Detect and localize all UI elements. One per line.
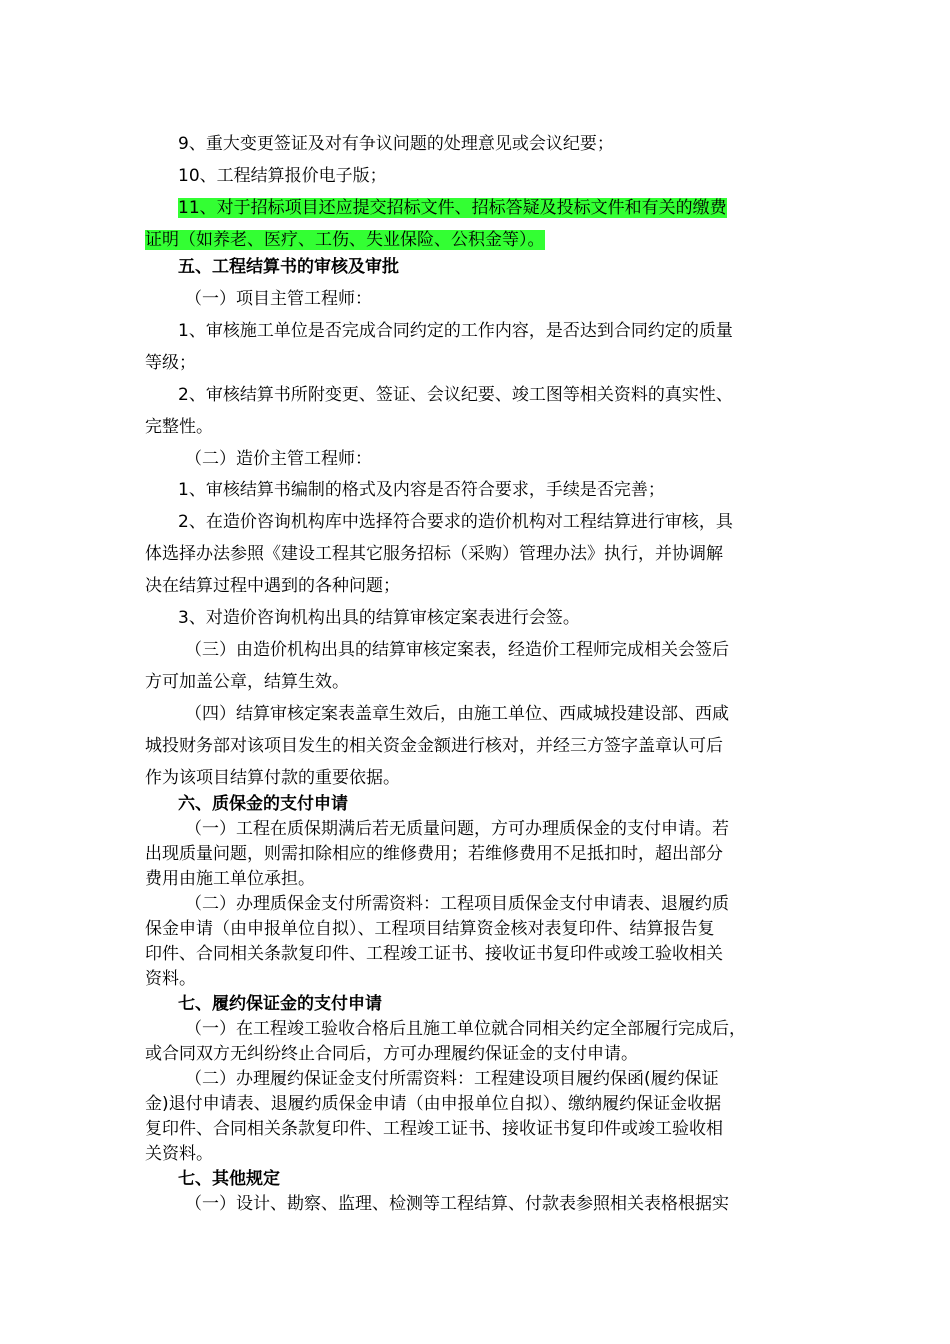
- text-line: （一）设计、勘察、监理、检测等工程结算、付款表参照相关表格根据实: [185, 1194, 729, 1214]
- text-line: 2、审核结算书所附变更、签证、会议纪要、竣工图等相关资料的真实性、: [178, 385, 733, 405]
- text-line: 1、审核施工单位是否完成合同约定的工作内容，是否达到合同约定的质量: [178, 321, 733, 341]
- text-line: 完整性。: [145, 417, 213, 437]
- highlighted-text-line: [145, 228, 815, 252]
- highlighted-text-line: [178, 196, 848, 220]
- text-line: 3、对造价咨询机构出具的结算审核定案表进行会签。: [178, 608, 580, 628]
- highlight: 证明（如养老、医疗、工伤、失业保险、公积金等）。: [145, 230, 545, 250]
- text-line: 复印件、合同相关条款复印件、工程竣工证书、接收证书复印件或竣工验收相: [145, 1119, 723, 1139]
- text-line: 10、工程结算报价电子版；: [178, 166, 387, 186]
- section-heading: 五、工程结算书的审核及审批: [178, 257, 399, 277]
- section-heading: 七、履约保证金的支付申请: [178, 994, 382, 1014]
- text-line: 关资料。: [145, 1144, 213, 1164]
- text-line: 保金申请（由申报单位自拟）、工程项目结算资金核对表复印件、结算报告复: [145, 919, 715, 939]
- text-line: 等级；: [145, 353, 196, 373]
- subsection-heading: （一）项目主管工程师：: [185, 289, 372, 309]
- text-line: 城投财务部对该项目发生的相关资金金额进行核对，并经三方签字盖章认可后: [145, 736, 723, 756]
- text-line: 体选择办法参照《建设工程其它服务招标（采购）管理办法》执行，并协调解: [145, 544, 723, 564]
- text-line: 印件、合同相关条款复印件、工程竣工证书、接收证书复印件或竣工验收相关: [145, 944, 723, 964]
- text-line: 或合同双方无纠纷终止合同后，方可办理履约保证金的支付申请。: [145, 1044, 638, 1064]
- text-line: （二）办理质保金支付所需资料：工程项目质保金支付申请表、退履约质: [185, 894, 729, 914]
- text-line: 决在结算过程中遇到的各种问题；: [145, 576, 400, 596]
- text-line: 1、审核结算书编制的格式及内容是否符合要求，手续是否完善；: [178, 480, 665, 500]
- text-line: 9、重大变更签证及对有争议问题的处理意见或会议纪要；: [178, 134, 614, 154]
- text-line: 方可加盖公章，结算生效。: [145, 672, 349, 692]
- text-line: （二）办理履约保证金支付所需资料：工程建设项目履约保函(履约保证: [185, 1069, 719, 1089]
- text-line: 2、在造价咨询机构库中选择符合要求的造价机构对工程结算进行审核，具: [178, 512, 733, 532]
- text-line: （一）工程在质保期满后若无质量问题，方可办理质保金的支付申请。若: [185, 819, 729, 839]
- highlight: 11、对于招标项目还应提交招标文件、招标答疑及投标文件和有关的缴费: [178, 198, 727, 218]
- text-line: 作为该项目结算付款的重要依据。: [145, 768, 400, 788]
- text-line: 出现质量问题，则需扣除相应的维修费用；若维修费用不足抵扣时，超出部分: [145, 844, 723, 864]
- text-line: 金)退付申请表、退履约质保金申请（由申报单位自拟）、缴纳履约保证金收据: [145, 1094, 722, 1114]
- subsection-heading: （二）造价主管工程师：: [185, 449, 372, 469]
- text-line: 费用由施工单位承担。: [145, 869, 315, 889]
- text-line: 资料。: [145, 969, 196, 989]
- section-heading: 六、质保金的支付申请: [178, 794, 348, 814]
- text-line: （一）在工程竣工验收合格后且施工单位就合同相关约定全部履行完成后，: [185, 1019, 746, 1039]
- text-line: （三）由造价机构出具的结算审核定案表，经造价工程师完成相关会签后: [185, 640, 729, 660]
- text-line: （四）结算审核定案表盖章生效后，由施工单位、西咸城投建设部、西咸: [185, 704, 729, 724]
- section-heading: 七、其他规定: [178, 1169, 280, 1189]
